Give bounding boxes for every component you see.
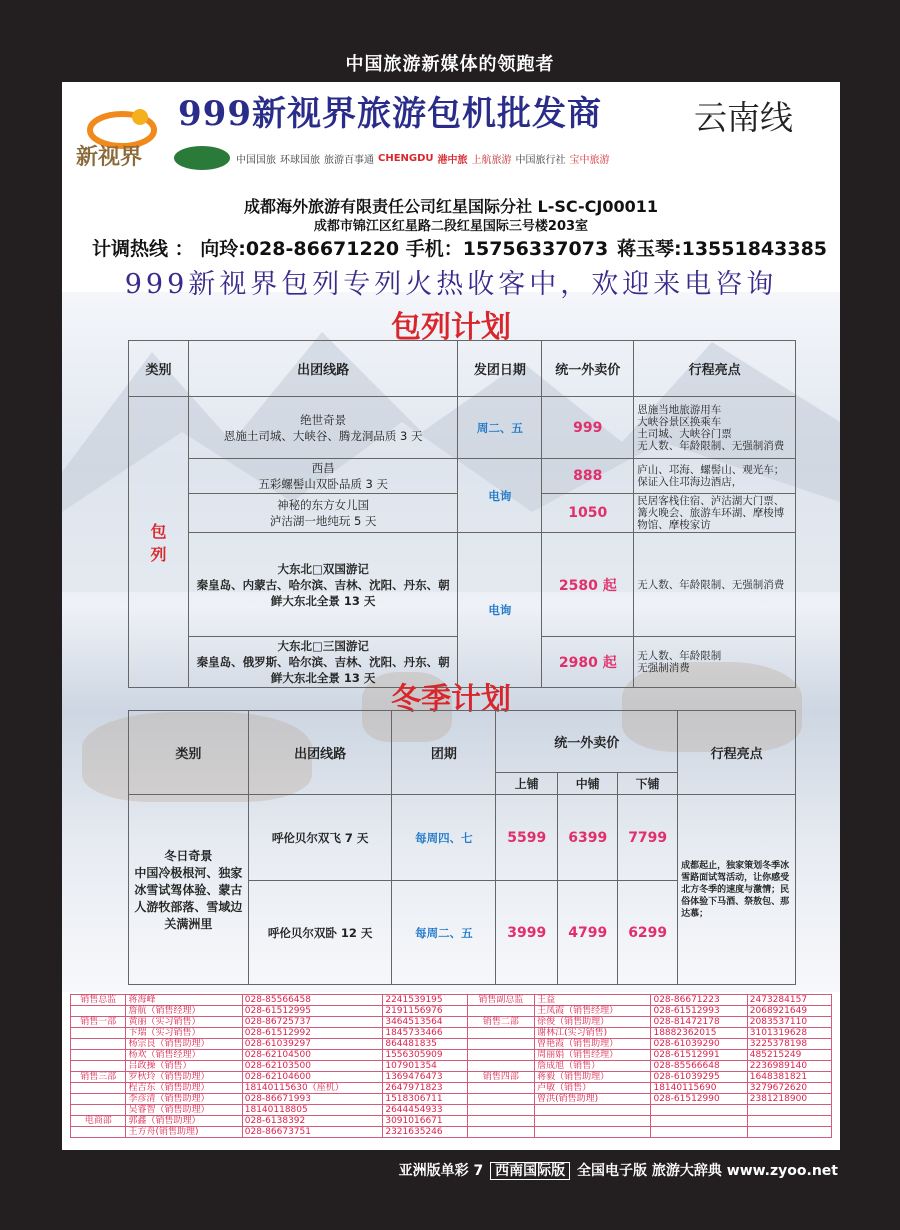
date-cell: 电询: [458, 459, 542, 533]
header-cell: 行程亮点: [678, 711, 796, 795]
contact-cell: [747, 1127, 831, 1138]
contact-row: [71, 1116, 832, 1127]
contact-cell: 王益: [535, 995, 651, 1006]
route-title: 大东北□三国游记: [277, 639, 369, 653]
contact-row: [71, 1028, 832, 1039]
contact-cell: 028-61512991: [651, 1050, 747, 1061]
route-desc: 秦皇岛、内蒙古、哈尔滨、吉林、沈阳、丹东、朝鲜大东北全景 13 天: [196, 577, 450, 608]
date-cell: 每周四、七: [392, 795, 496, 881]
contact-cell: 詹航（销售经理）: [126, 1006, 242, 1017]
contact-cell: [535, 1116, 651, 1127]
price-cell: 3999: [496, 881, 558, 985]
contact-cell: [747, 1105, 831, 1116]
route-cell: [188, 494, 458, 533]
sales-contact-table: [70, 994, 832, 1138]
contact-cell: 卞瑞（实习销售）: [126, 1028, 242, 1039]
contact-cell: 杨宗良（销售助理）: [126, 1039, 242, 1050]
contact-cell: 028-86671993: [242, 1094, 383, 1105]
price-cell: 6399: [558, 795, 618, 881]
contact-cell: 李彦清（销售助理）: [126, 1094, 242, 1105]
price-cell: 6299: [618, 881, 678, 985]
contact-row: [71, 1105, 832, 1116]
route-cell: [188, 459, 458, 494]
contact-cell: 2321635246: [383, 1127, 467, 1138]
contact-cell: 2241539195: [383, 995, 467, 1006]
footer-page: 亚洲版单彩 7: [398, 1163, 484, 1179]
contact-row: [71, 995, 832, 1006]
partner-logo: CHENGDU: [378, 152, 434, 164]
contact-cell: 吕政操（销售）: [126, 1061, 242, 1072]
department-cell: [467, 1028, 535, 1039]
contact-cell: 詹成旭（销售）: [535, 1061, 651, 1072]
charter-plan-table: [128, 340, 796, 688]
department-cell: [71, 1061, 126, 1072]
partner-logo: 港中旅: [437, 154, 468, 166]
price-cell: 4799: [558, 881, 618, 985]
contact-row: [71, 1083, 832, 1094]
date-cell: 周二、五: [458, 397, 542, 459]
contact-cell: 028-6138392: [242, 1116, 383, 1127]
contact-cell: 028-86671223: [651, 995, 747, 1006]
price-cell: 1050: [542, 494, 634, 533]
contact-row: [71, 1006, 832, 1017]
department-cell: 销售副总监: [467, 995, 535, 1006]
price-cell: 7799: [618, 795, 678, 881]
highlights-cell: 恩施当地旅游用车 大峡谷景区换乘车 土司城、大峡谷门票 无人数、年龄限制、无强制消费: [634, 397, 796, 459]
contact-cell: 2381218900: [747, 1094, 831, 1105]
department-cell: [71, 1006, 126, 1017]
contact-cell: 18140115690: [651, 1083, 747, 1094]
contact-cell: 107901354: [383, 1061, 467, 1072]
price-cell: 2580 起: [542, 533, 634, 637]
highlights-cell: 无人数、年龄限制、无强制消费: [634, 533, 796, 637]
contact-cell: [651, 1116, 747, 1127]
header-cell: 统一外卖价: [496, 711, 678, 773]
contact-cell: 2236989140: [747, 1061, 831, 1072]
contact-cell: 黄丽（实习销售）: [126, 1017, 242, 1028]
category-cell: 包 列: [129, 397, 189, 688]
department-cell: 销售三部: [71, 1072, 126, 1083]
subheader-cell: 上铺: [496, 773, 558, 795]
highlights-cell: 无人数、年龄限制 无强制消费: [634, 637, 796, 688]
department-cell: [71, 1105, 126, 1116]
contact-cell: 18882362015: [651, 1028, 747, 1039]
contact-cell: 蒋海峰: [126, 995, 242, 1006]
route-desc: 恩施土司城、大峡谷、腾龙洞品质 3 天: [223, 428, 423, 443]
contact-cell: 2644454933: [383, 1105, 467, 1116]
contact-cell: 罗秋玲（销售助理）: [126, 1072, 242, 1083]
contact-cell: [651, 1105, 747, 1116]
department-cell: [71, 1039, 126, 1050]
contact-cell: 028-61039297: [242, 1039, 383, 1050]
contact-cell: 谢林江(实习销售): [535, 1028, 651, 1039]
contact-cell: 1845733466: [383, 1028, 467, 1039]
top-banner: 中国旅游新媒体的领跑者: [345, 54, 555, 75]
department-cell: 销售二部: [467, 1017, 535, 1028]
contact-cell: [747, 1116, 831, 1127]
contact-cell: 王凤霞（销售经理）: [535, 1006, 651, 1017]
contact-cell: 2068921649: [747, 1006, 831, 1017]
hotline: 计调热线 ： 向玲:028-86671220 手机：15756337073: [92, 238, 609, 260]
contact-cell: 028-86725737: [242, 1017, 383, 1028]
table-row: [129, 533, 796, 637]
department-cell: [467, 1050, 535, 1061]
route-cell: [188, 397, 458, 459]
contact-cell: 028-61039290: [651, 1039, 747, 1050]
contact-cell: 周丽娟（销售经理）: [535, 1050, 651, 1061]
contact-cell: [651, 1127, 747, 1138]
contact-cell: 028-62103500: [242, 1061, 383, 1072]
route-title: 大东北□双国游记: [277, 561, 369, 576]
contact-cell: 王方舟(销售助理): [126, 1127, 242, 1138]
contact-cell: 3464513564: [383, 1017, 467, 1028]
contact-cell: 蒋毅（销售助理）: [535, 1072, 651, 1083]
route-title: 神秘的东方女儿国: [277, 498, 370, 512]
partner-logo: 中国旅行社: [515, 154, 566, 166]
highlights-cell: 庐山、邛海、螺髻山、观光车；保证入住邛海边酒店，: [634, 459, 796, 494]
contact-cell: 3101319628: [747, 1028, 831, 1039]
contact-row: [71, 1127, 832, 1138]
contact-cell: 028-62104600: [242, 1072, 383, 1083]
partner-logo: 环球国旅: [280, 154, 320, 166]
contact-cell: 卢敏（销售）: [535, 1083, 651, 1094]
slogan: 999新视界包列专列火热收客中，欢迎来电咨询: [124, 269, 778, 300]
contact-cell: 3091016671: [383, 1116, 467, 1127]
route-cell: 呼伦贝尔双卧 12 天: [248, 881, 392, 985]
contact-cell: 028-85566458: [242, 995, 383, 1006]
header-cell: 出团线路: [188, 341, 458, 397]
price-cell: 888: [542, 459, 634, 494]
contact-cell: 吴睿智（销售助理）: [126, 1105, 242, 1116]
company-name: 成都海外旅游有限责任公司红星国际分社 L-SC-CJ00011: [243, 197, 659, 216]
contact-row: [71, 1039, 832, 1050]
contact-cell: 18140115630（座机）: [242, 1083, 383, 1094]
contact-row: [71, 1072, 832, 1083]
contact-cell: 028-62104500: [242, 1050, 383, 1061]
contact-cell: 028-85566648: [651, 1061, 747, 1072]
contact-cell: 徐俊（销售助理）: [535, 1017, 651, 1028]
contact-cell: 028-81472178: [651, 1017, 747, 1028]
department-cell: 销售总监: [71, 995, 126, 1006]
contact-cell: 程吉东（销售助理）: [126, 1083, 242, 1094]
contact-cell: 2083537110: [747, 1017, 831, 1028]
contact-cell: 1518306711: [383, 1094, 467, 1105]
contact-row: [71, 1050, 832, 1061]
header-cell: 出团线路: [248, 711, 392, 795]
footer-url[interactable]: www.zyoo.net: [726, 1163, 838, 1179]
winter-plan-table: [128, 710, 796, 985]
contact-row: [71, 1094, 832, 1105]
partner-logo: 旅游百事通: [324, 154, 374, 166]
department-cell: [467, 1127, 535, 1138]
contact-cell: 864481835: [383, 1039, 467, 1050]
table-header-row: [129, 711, 796, 773]
department-cell: [467, 1116, 535, 1127]
date-cell: 电询: [458, 533, 542, 688]
table-header-row: [129, 341, 796, 397]
header-cell: 统一外卖价: [542, 341, 634, 397]
vts-logo-icon: [172, 143, 232, 173]
department-cell: 销售四部: [467, 1072, 535, 1083]
footer: [0, 1160, 838, 1180]
contact-cell: 028-61039295: [651, 1072, 747, 1083]
contact-cell: 18140118805: [242, 1105, 383, 1116]
table-row: [129, 459, 796, 494]
contact-cell: 曾洪(销售助理): [535, 1094, 651, 1105]
headline: 999新视界旅游包机批发商: [178, 94, 602, 134]
subheader-cell: 下铺: [618, 773, 678, 795]
footer-tagline: 全国电子版 旅游大辞典: [577, 1163, 722, 1179]
contact-cell: 1556305909: [383, 1050, 467, 1061]
route-desc: 泸沽湖一地纯玩 5 天: [269, 514, 377, 528]
partner-logos: [172, 134, 832, 182]
route-desc: 五彩螺髻山双卧品质 3 天: [258, 477, 388, 491]
footer-edition: 西南国际版: [490, 1162, 570, 1180]
header-cell: 行程亮点: [634, 341, 796, 397]
highlights-cell: 成都起止，独家策划冬季冰雪路面试驾活动，让你感受北方冬季的速度与激情；民俗体验下马酒、祭敖包、那达慕；: [678, 795, 796, 985]
winter-plan-title: 冬季计划: [391, 682, 511, 717]
contact-cell: 郭鑫（销售助理）: [126, 1116, 242, 1127]
date-cell: 每周二、五: [392, 881, 496, 985]
table-row: [129, 397, 796, 459]
route-cell: 呼伦贝尔双飞 7 天: [248, 795, 392, 881]
route-title: 西昌: [311, 461, 335, 475]
price-cell: 5599: [496, 795, 558, 881]
brand-logo-text: 新视界: [76, 144, 143, 170]
contact-row: [71, 1061, 832, 1072]
partner-logo: 上航旅游: [471, 154, 512, 166]
department-cell: [467, 1061, 535, 1072]
contact-cell: 2191156976: [383, 1006, 467, 1017]
contact-cell: 028-61512992: [242, 1028, 383, 1039]
highlights-cell: 民居客栈住宿、泸沽湖大门票、篝火晚会、旅游车环湖、摩梭博物馆、摩梭家访: [634, 494, 796, 533]
category-cell: 冬日奇景 中国冷极根河、独家冰雪试驾体验、蒙古人游牧部落、雪域边关满洲里: [129, 795, 249, 985]
contact-cell: 3225378198: [747, 1039, 831, 1050]
contact-cell: 028-86673751: [242, 1127, 383, 1138]
department-cell: [467, 1105, 535, 1116]
route-cell: [188, 533, 458, 637]
contact-cell: 2647971823: [383, 1083, 467, 1094]
department-cell: 电商部: [71, 1116, 126, 1127]
contact-cell: 1648381821: [747, 1072, 831, 1083]
contact-cell: 028-61512993: [651, 1006, 747, 1017]
partner-logo: 宝中旅游: [569, 154, 610, 166]
contact-cell: 028-61512990: [651, 1094, 747, 1105]
price-cell: 2980 起: [542, 637, 634, 688]
flyer-page: [62, 82, 840, 1150]
department-cell: [467, 1006, 535, 1017]
department-cell: [467, 1083, 535, 1094]
department-cell: [467, 1094, 535, 1105]
header-cell: 团期: [392, 711, 496, 795]
contact-cell: [535, 1127, 651, 1138]
contact-cell: 曾艳霞（销售助理）: [535, 1039, 651, 1050]
contact-row: [71, 1017, 832, 1028]
contact-cell: 2473284157: [747, 995, 831, 1006]
company-address: 成都市锦江区红星路二段红星国际三号楼203室: [313, 219, 589, 234]
contact-cell: 3279672620: [747, 1083, 831, 1094]
contact-cell: 485215249: [747, 1050, 831, 1061]
subheader-cell: 中铺: [558, 773, 618, 795]
route-label: 云南线: [694, 98, 793, 137]
price-cell: 999: [542, 397, 634, 459]
header-cell: 发团日期: [458, 341, 542, 397]
partner-logo: 中国国旅: [236, 154, 276, 166]
department-cell: [71, 1050, 126, 1061]
hotline-2: 蒋玉琴:13551843385: [617, 238, 828, 260]
route-title: 绝世奇景: [300, 412, 347, 427]
route-desc: 秦皇岛、俄罗斯、哈尔滨、吉林、沈阳、丹东、朝鲜大东北全景 13 天: [196, 655, 450, 685]
table-row: [129, 795, 796, 881]
contact-cell: 028-61512995: [242, 1006, 383, 1017]
department-cell: [71, 1127, 126, 1138]
department-cell: [71, 1094, 126, 1105]
department-cell: [71, 1083, 126, 1094]
department-cell: 销售一部: [71, 1017, 126, 1028]
header-cell: 类别: [129, 341, 189, 397]
contact-cell: 杨欢（销售经理）: [126, 1050, 242, 1061]
contact-cell: 1369476473: [383, 1072, 467, 1083]
charter-plan-title: 包列计划: [391, 310, 511, 345]
header-cell: 类别: [129, 711, 249, 795]
department-cell: [467, 1039, 535, 1050]
department-cell: [71, 1028, 126, 1039]
contact-cell: [535, 1105, 651, 1116]
